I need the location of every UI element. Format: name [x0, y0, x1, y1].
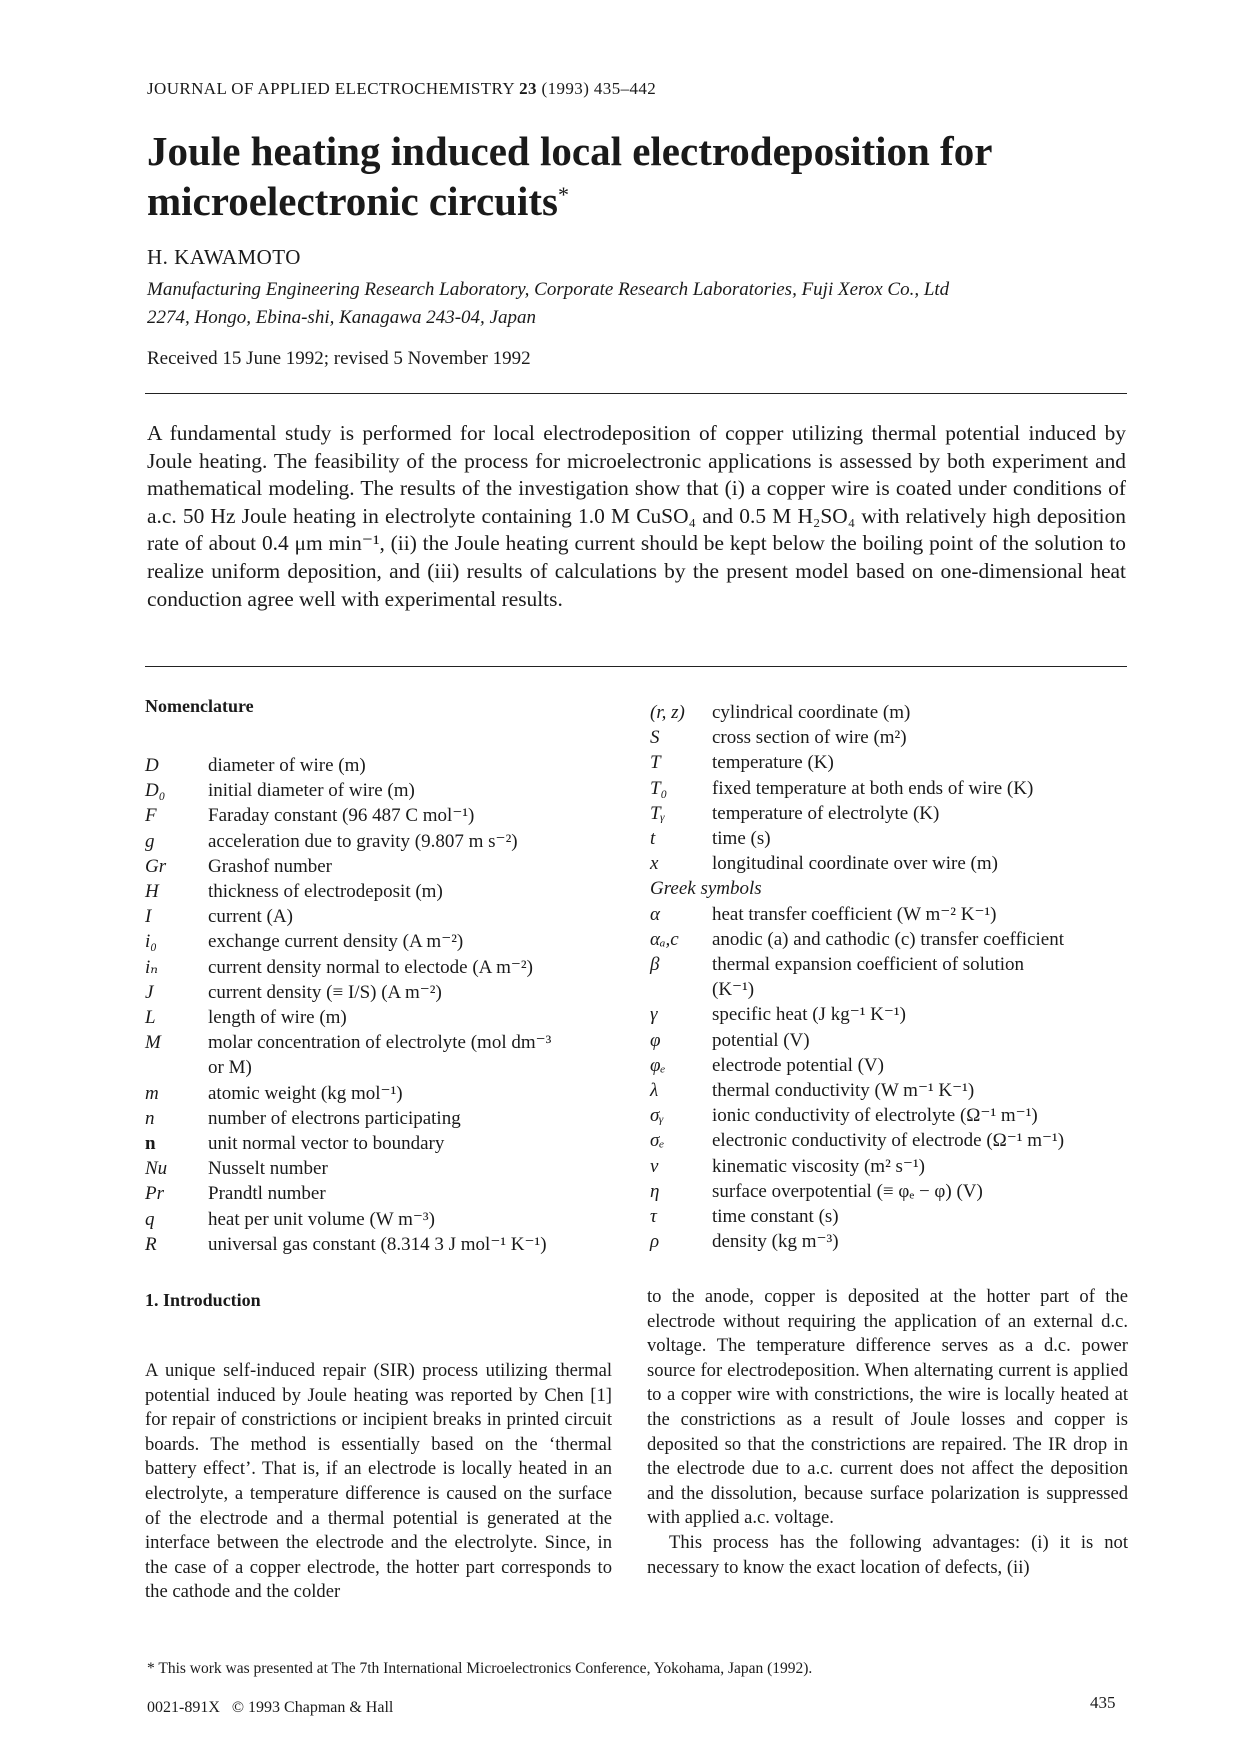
nomenclature-definition: thermal conductivity (W m⁻¹ K⁻¹) — [712, 1080, 975, 1102]
nomenclature-greek-row — [650, 927, 1128, 952]
title-footnote-mark: * — [557, 182, 569, 207]
nomenclature-definition: ionic conductivity of electrolyte (Ω⁻¹ m⁻¹) — [712, 1105, 1038, 1127]
nomenclature-symbol: ρ — [650, 1231, 660, 1253]
nomenclature-definition: unit normal vector to boundary — [208, 1133, 445, 1155]
nomenclature-definition: anodic (a) and cathodic (c) transfer coefficient — [712, 928, 1065, 950]
nomenclature-definition: heat per unit volume (W m⁻³) — [208, 1208, 435, 1230]
nomenclature-symbol: t — [650, 828, 656, 850]
nomenclature-left-list — [145, 753, 610, 1257]
nomenclature-definition: temperature (K) — [712, 752, 834, 774]
article-title — [147, 126, 1127, 226]
nomenclature-greek-row — [650, 1053, 1128, 1078]
nomenclature-definition: (K⁻¹) — [712, 979, 755, 1001]
footnote: * This work was presented at The 7th International Microelectronics Conference, Yokohama, Japan (1992). — [147, 1660, 813, 1677]
nomenclature-symbol: T — [650, 752, 661, 774]
affiliation — [147, 276, 1127, 332]
nomenclature-symbol: iₙ — [145, 956, 158, 978]
nomenclature-symbol: λ — [650, 1080, 659, 1102]
nomenclature-symbol: J — [145, 981, 154, 1003]
nomenclature-definition: potential (V) — [712, 1029, 810, 1051]
introduction-left-column — [145, 1359, 612, 1605]
nomenclature-left-row — [145, 753, 610, 778]
nomenclature-right-row — [650, 700, 1128, 725]
nomenclature-left-row — [145, 854, 610, 879]
nomenclature-symbol: τ — [650, 1206, 657, 1228]
issn-copyright: 0021-891X © 1993 Chapman & Hall — [147, 1699, 394, 1716]
greek-symbols-heading: Greek symbols — [650, 878, 762, 900]
nomenclature-symbol — [145, 1055, 208, 1080]
nomenclature-left-row — [145, 1232, 610, 1257]
page-number: 435 — [1090, 1693, 1116, 1712]
nomenclature-greek-row — [650, 977, 1128, 1002]
journal-header — [147, 79, 656, 99]
journal-name: JOURNAL OF APPLIED ELECTROCHEMISTRY — [147, 79, 515, 98]
nomenclature-left-row — [145, 1055, 610, 1080]
nomenclature-symbol: σₑ — [650, 1130, 665, 1152]
nomenclature-symbol: T₀ — [650, 777, 668, 799]
nomenclature-greek-row — [650, 952, 1128, 977]
nomenclature-heading: Nomenclature — [145, 696, 254, 716]
nomenclature-definition: current density normal to electode (A m⁻²) — [208, 956, 533, 978]
nomenclature-symbol: η — [650, 1180, 660, 1202]
nomenclature-greek-row — [650, 1229, 1128, 1254]
nomenclature-symbol: F — [145, 805, 157, 827]
nomenclature-symbol: ν — [650, 1155, 659, 1177]
nomenclature-definition: number of electrons participating — [208, 1107, 461, 1129]
nomenclature-right-row — [650, 750, 1128, 775]
nomenclature-definition: Prandtl number — [208, 1183, 326, 1205]
nomenclature-left-row — [145, 929, 610, 954]
nomenclature-greek-row — [650, 902, 1128, 927]
nomenclature-symbol: q — [145, 1208, 155, 1230]
nomenclature-symbol: R — [145, 1233, 157, 1255]
nomenclature-definition: atomic weight (kg mol⁻¹) — [208, 1082, 403, 1104]
nomenclature-greek-list — [650, 902, 1128, 1255]
nomenclature-definition: Grashof number — [208, 855, 332, 877]
nomenclature-definition: Faraday constant (96 487 C mol⁻¹) — [208, 805, 475, 827]
nomenclature-symbol: φₑ — [650, 1054, 666, 1076]
affiliation-line-2: 2274, Hongo, Ebina-shi, Kanagawa 243-04, Japan — [147, 307, 536, 328]
nomenclature-symbol: x — [650, 853, 659, 875]
nomenclature-symbol: D₀ — [145, 780, 166, 802]
nomenclature-definition: temperature of electrolyte (K) — [712, 802, 940, 824]
nomenclature-greek-row — [650, 1128, 1128, 1153]
nomenclature-left-row — [145, 1005, 610, 1030]
nomenclature-left-row — [145, 829, 610, 854]
nomenclature-definition: universal gas constant (8.314 3 J mol⁻¹ K⁻¹) — [208, 1233, 547, 1255]
nomenclature-definition: thickness of electrodeposit (m) — [208, 881, 443, 903]
nomenclature-definition: longitudinal coordinate over wire (m) — [712, 853, 998, 875]
nomenclature-symbol: I — [145, 906, 152, 928]
nomenclature-definition: electrode potential (V) — [712, 1054, 884, 1076]
nomenclature-symbol: Gr — [145, 855, 167, 877]
nomenclature-symbol: g — [145, 830, 155, 852]
nomenclature-left-row — [145, 1207, 610, 1232]
nomenclature-symbol: n — [145, 1133, 156, 1155]
nomenclature-definition: diameter of wire (m) — [208, 755, 366, 776]
section-heading: 1. Introduction — [145, 1290, 261, 1310]
nomenclature-definition: exchange current density (A m⁻²) — [208, 931, 464, 953]
nomenclature-symbol: σᵧ — [650, 1105, 664, 1127]
abstract: A fundamental study is performed for local electrodeposition of copper utilizing thermal potential induced by Joule heating. The feasibility of the process for microelectronic applications is assessed by both experiment and mathematical modeling. The results of the investigation show that (i) a copper wire is coated under conditions of a.c. 50 Hz Joule heating in electrolyte containing 1.0 M CuSO₄ and 0.5 M H₂SO₄ with relatively high deposition rate of about 0.4 μm min⁻¹, (ii) the Joule heating current should be kept below the boiling point of the solution to realize uniform deposition, and (iii) results of calculations by the present model based on one-dimensional heat conduction agree well with experimental results. — [147, 421, 1126, 611]
nomenclature-symbol: H — [145, 881, 159, 903]
nomenclature-symbol: φ — [650, 1029, 661, 1051]
nomenclature-symbol: α — [650, 903, 660, 925]
nomenclature-left-row — [145, 980, 610, 1005]
nomenclature-definition: time constant (s) — [712, 1206, 839, 1228]
nomenclature-right-row — [650, 776, 1128, 801]
nomenclature-symbol: β — [650, 954, 660, 976]
abstract-bottom-rule — [145, 666, 1127, 667]
nomenclature-definition: acceleration due to gravity (9.807 m s⁻²) — [208, 830, 518, 852]
nomenclature-left-row — [145, 1030, 610, 1055]
nomenclature-left-row — [145, 803, 610, 828]
author: H. KAWAMOTO — [147, 245, 301, 269]
nomenclature-definition: length of wire (m) — [208, 1007, 347, 1029]
nomenclature-greek-row — [650, 1103, 1128, 1128]
article-title-text: Joule heating induced local electrodeposition for microelectronic circuits — [147, 128, 992, 224]
nomenclature-definition: current (A) — [208, 906, 293, 928]
nomenclature-definition: current density (≡ I/S) (A m⁻²) — [208, 981, 442, 1003]
nomenclature-definition: fixed temperature at both ends of wire (K) — [712, 777, 1034, 799]
nomenclature-symbol: m — [145, 1082, 159, 1104]
nomenclature-greek-row — [650, 1179, 1128, 1204]
nomenclature-greek-row — [650, 1078, 1128, 1103]
nomenclature-definition: Nusselt number — [208, 1158, 328, 1180]
nomenclature-right-list — [650, 700, 1128, 1254]
nomenclature-symbol: Pr — [145, 1183, 164, 1205]
nomenclature-symbol: M — [145, 1032, 161, 1054]
nomenclature-symbol: L — [145, 1007, 156, 1029]
abstract-top-rule — [145, 393, 1127, 394]
nomenclature-definition: electronic conductivity of electrode (Ω⁻¹ m⁻¹) — [712, 1130, 1065, 1152]
nomenclature-definition: molar concentration of electrolyte (mol dm⁻³ — [208, 1032, 552, 1054]
nomenclature-symbol: D — [145, 755, 159, 776]
nomenclature-definition: density (kg m⁻³) — [712, 1231, 839, 1253]
nomenclature-symbol — [650, 977, 712, 1002]
nomenclature-definition: heat transfer coefficient (W m⁻² K⁻¹) — [712, 903, 997, 925]
nomenclature-definition: specific heat (J kg⁻¹ K⁻¹) — [712, 1004, 906, 1026]
nomenclature-symbol: Nu — [145, 1158, 168, 1180]
nomenclature-right-row — [650, 851, 1128, 876]
nomenclature-definition: surface overpotential (≡ φₑ − φ) (V) — [712, 1180, 983, 1202]
nomenclature-left-row — [145, 1156, 610, 1181]
nomenclature-definition: initial diameter of wire (m) — [208, 780, 415, 802]
introduction-paragraph-2: This process has the following advantages: (i) it is not necessary to know the exact location of defects, (ii) — [647, 1531, 1128, 1578]
affiliation-line-1: Manufacturing Engineering Research Laboratory, Corporate Research Laboratories, Fuji Xerox Co., Ltd — [147, 279, 950, 300]
nomenclature-definition: time (s) — [712, 828, 771, 850]
nomenclature-definition: cylindrical coordinate (m) — [712, 702, 911, 723]
nomenclature-latin-list — [650, 700, 1128, 876]
nomenclature-left-row — [145, 1081, 610, 1106]
nomenclature-symbol: (r, z) — [650, 702, 685, 723]
introduction-paragraph-1-cont: to the anode, copper is deposited at the hotter part of the electrode without requiring the application of an external d.c. voltage. The temperature difference serves as a d.c. power source for electrodeposition. When alternating current is applied to a copper wire with constrictions, the wire is locally heated at the constrictions as a result of Joule losses and copper is deposited so that the constrictions are repaired. The IR drop in the electrode due to a.c. current does not affect the deposition and the dissolution, because surface polarization is suppressed with applied a.c. voltage. — [647, 1286, 1128, 1529]
nomenclature-symbol: S — [650, 727, 660, 749]
nomenclature-left-row — [145, 955, 610, 980]
received-dates: Received 15 June 1992; revised 5 November 1992 — [147, 348, 531, 369]
nomenclature-greek-row — [650, 1204, 1128, 1229]
journal-year-pages: (1993) 435–442 — [541, 79, 657, 98]
nomenclature-left-row — [145, 879, 610, 904]
nomenclature-greek-row — [650, 1002, 1128, 1027]
nomenclature-left-row — [145, 1181, 610, 1206]
nomenclature-symbol: n — [145, 1107, 155, 1129]
nomenclature-left-row — [145, 1106, 610, 1131]
nomenclature-symbol: γ — [650, 1004, 658, 1026]
nomenclature-greek-row — [650, 1154, 1128, 1179]
nomenclature-right-row — [650, 801, 1128, 826]
nomenclature-symbol: i₀ — [145, 931, 157, 953]
nomenclature-right-row — [650, 826, 1128, 851]
introduction-right-column — [647, 1285, 1128, 1580]
nomenclature-greek-row — [650, 1028, 1128, 1053]
nomenclature-definition: cross section of wire (m²) — [712, 727, 907, 749]
nomenclature-symbol: Tᵧ — [650, 802, 665, 824]
nomenclature-left-row — [145, 778, 610, 803]
nomenclature-definition: or M) — [208, 1057, 252, 1079]
journal-volume: 23 — [519, 79, 537, 98]
nomenclature-left-row — [145, 1131, 610, 1156]
nomenclature-right-row — [650, 725, 1128, 750]
introduction-paragraph-1: A unique self-induced repair (SIR) process utilizing thermal potential induced by Joule heating was reported by Chen [1] for repair of constrictions or incipient breaks in printed circuit boards. The method is essentially based on the ‘thermal battery effect’. That is, if an electrode is locally heated in an electrolyte, a temperature difference is caused on the surface of the electrode and a thermal potential is generated at the interface between the electrode and the electrolyte. Since, in the case of a copper electrode, the hotter part corresponds to the cathode and the colder — [145, 1360, 612, 1603]
nomenclature-definition: kinematic viscosity (m² s⁻¹) — [712, 1155, 925, 1177]
nomenclature-left-row — [145, 904, 610, 929]
nomenclature-symbol: αₐ,c — [650, 928, 679, 950]
nomenclature-definition: thermal expansion coefficient of solution — [712, 954, 1025, 976]
